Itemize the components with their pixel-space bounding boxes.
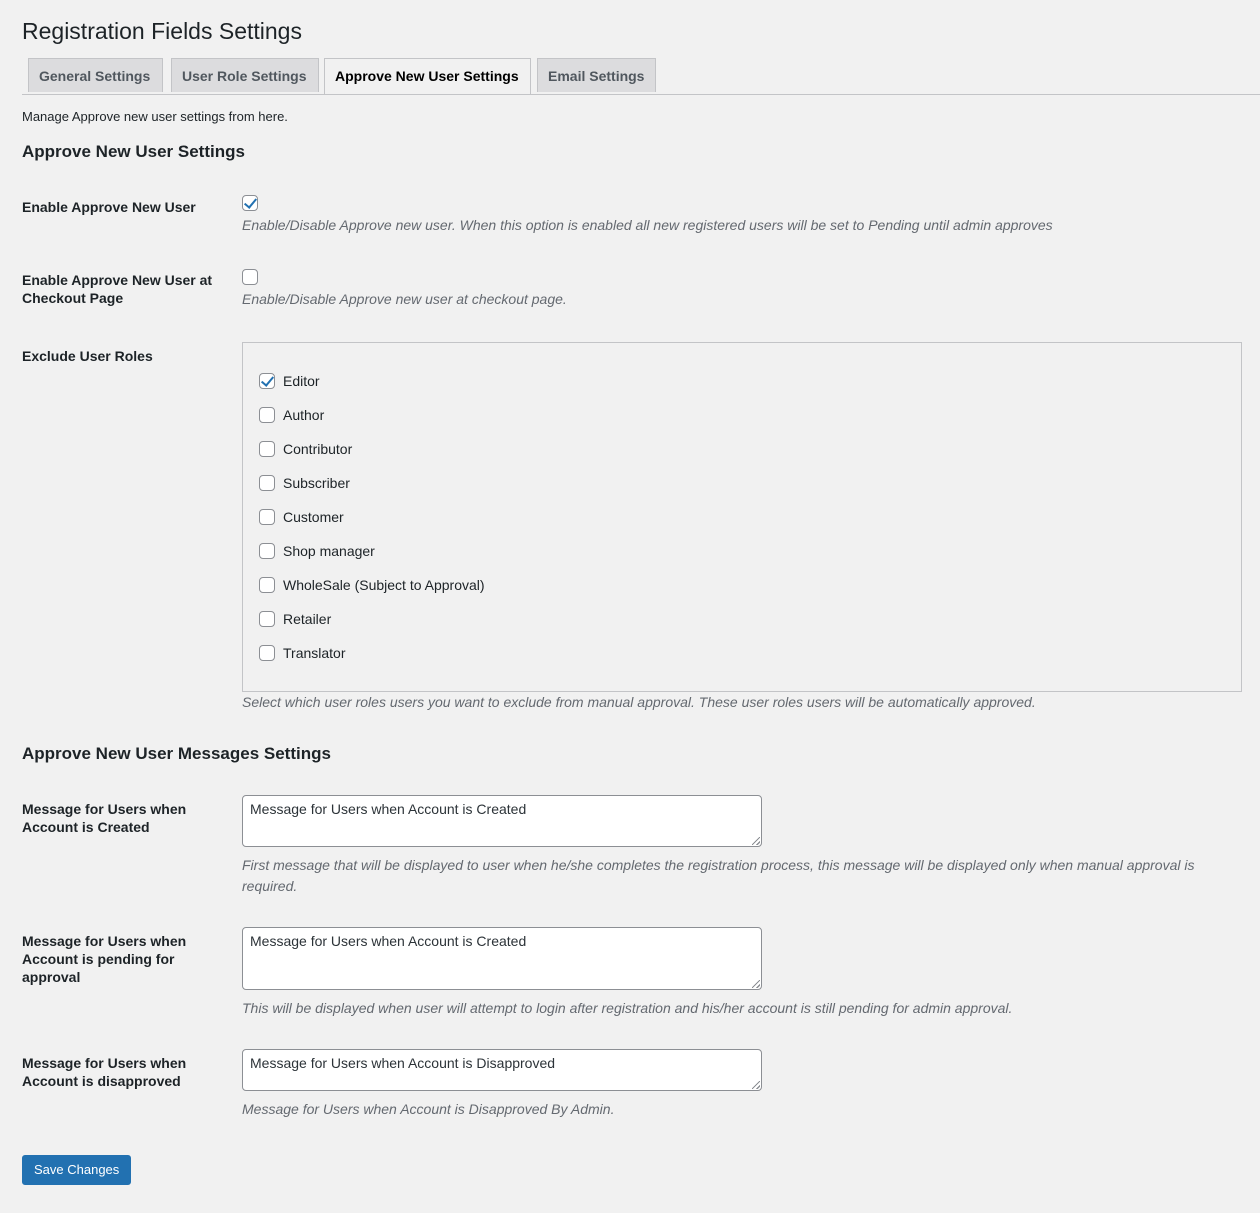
role-checkbox-subscriber[interactable] [259,475,275,491]
pending-message-label-line1: Message for Users when [22,933,187,949]
role-checkbox-wholesale[interactable] [259,577,275,593]
created-message-label-line2: Account is Created [22,819,150,835]
role-checkbox-contributor[interactable] [259,441,275,457]
role-label: Customer [283,509,344,525]
enable-checkout-label [22,271,222,307]
role-option-editor[interactable] [259,371,320,391]
resize-grip-icon[interactable] [752,980,760,988]
disapproved-message-label-line1: Message for Users when [22,1055,187,1071]
enable-checkout-label-line2: Checkout Page [22,290,124,306]
tab-approve-new-user-settings[interactable]: Approve New User Settings [324,58,531,94]
tab-general-settings[interactable]: General Settings [28,58,163,92]
tab-user-role-settings[interactable]: User Role Settings [171,58,319,92]
page-title: Registration Fields Settings [22,18,302,44]
created-message-description [242,855,1195,897]
role-label: WholeSale (Subject to Approval) [283,577,485,593]
created-message-description-line2: required. [242,878,298,894]
settings-tabs [22,58,1260,95]
role-label: Contributor [283,441,353,457]
enable-approve-checkbox[interactable] [242,195,258,211]
role-option-customer[interactable] [259,507,344,527]
disapproved-message-value: Message for Users when Account is Disapproved [250,1055,556,1071]
disapproved-message-description: Message for Users when Account is Disapproved By Admin. [242,1101,615,1117]
resize-grip-icon[interactable] [752,837,760,845]
exclude-roles-description: Select which user roles users you want to exclude from manual approval. These user roles users will be automatically approved. [242,694,1036,710]
role-label: Editor [283,373,320,389]
role-label: Author [283,407,325,423]
role-checkbox-editor[interactable] [259,373,275,389]
role-label: Retailer [283,611,332,627]
role-option-wholesale[interactable] [259,575,485,595]
role-option-translator[interactable] [259,643,346,663]
role-label: Translator [283,645,346,661]
enable-approve-description: Enable/Disable Approve new user. When this option is enabled all new registered users will be set to Pending until admin approves [242,217,1053,233]
resize-grip-icon[interactable] [752,1081,760,1089]
disapproved-message-label-line2: Account is disapproved [22,1073,181,1089]
enable-checkout-description: Enable/Disable Approve new user at checkout page. [242,291,567,307]
pending-message-label [22,932,222,986]
role-option-contributor[interactable] [259,439,352,459]
tab-email-settings[interactable]: Email Settings [537,58,656,92]
pending-message-description: This will be displayed when user will attempt to login after registration and his/her account is still pending for admin approval. [242,1000,1013,1016]
role-checkbox-translator[interactable] [259,645,275,661]
intro-text: Manage Approve new user settings from here. [22,109,288,124]
created-message-textarea[interactable] [242,795,762,847]
role-checkbox-author[interactable] [259,407,275,423]
pending-message-value: Message for Users when Account is Created [250,933,527,949]
pending-message-label-line3: approval [22,969,81,985]
pending-message-label-line2: Account is pending for [22,951,175,967]
exclude-roles-box [242,342,1242,692]
created-message-label [22,800,222,836]
enable-approve-label: Enable Approve New User [22,199,196,215]
messages-section-title: Approve New User Messages Settings [22,744,331,763]
pending-message-textarea[interactable] [242,927,762,990]
role-label: Subscriber [283,475,350,491]
save-changes-button[interactable]: Save Changes [22,1155,131,1185]
exclude-roles-label: Exclude User Roles [22,348,153,364]
role-checkbox-retailer[interactable] [259,611,275,627]
enable-checkout-checkbox[interactable] [242,269,258,285]
approve-section-title: Approve New User Settings [22,142,245,161]
role-label: Shop manager [283,543,375,559]
role-option-retailer[interactable] [259,609,331,629]
role-option-subscriber[interactable] [259,473,350,493]
enable-checkout-label-line1: Enable Approve New User at [22,272,213,288]
created-message-label-line1: Message for Users when [22,801,187,817]
role-checkbox-shop-manager[interactable] [259,543,275,559]
created-message-description-line1: First message that will be displayed to user when he/she completes the registration process, this message will be displayed only when manual approval is [242,857,1195,873]
created-message-value: Message for Users when Account is Created [250,801,527,817]
disapproved-message-label [22,1054,222,1090]
role-option-author[interactable] [259,405,324,425]
role-option-shop-manager[interactable] [259,541,375,561]
disapproved-message-textarea[interactable] [242,1049,762,1091]
role-checkbox-customer[interactable] [259,509,275,525]
